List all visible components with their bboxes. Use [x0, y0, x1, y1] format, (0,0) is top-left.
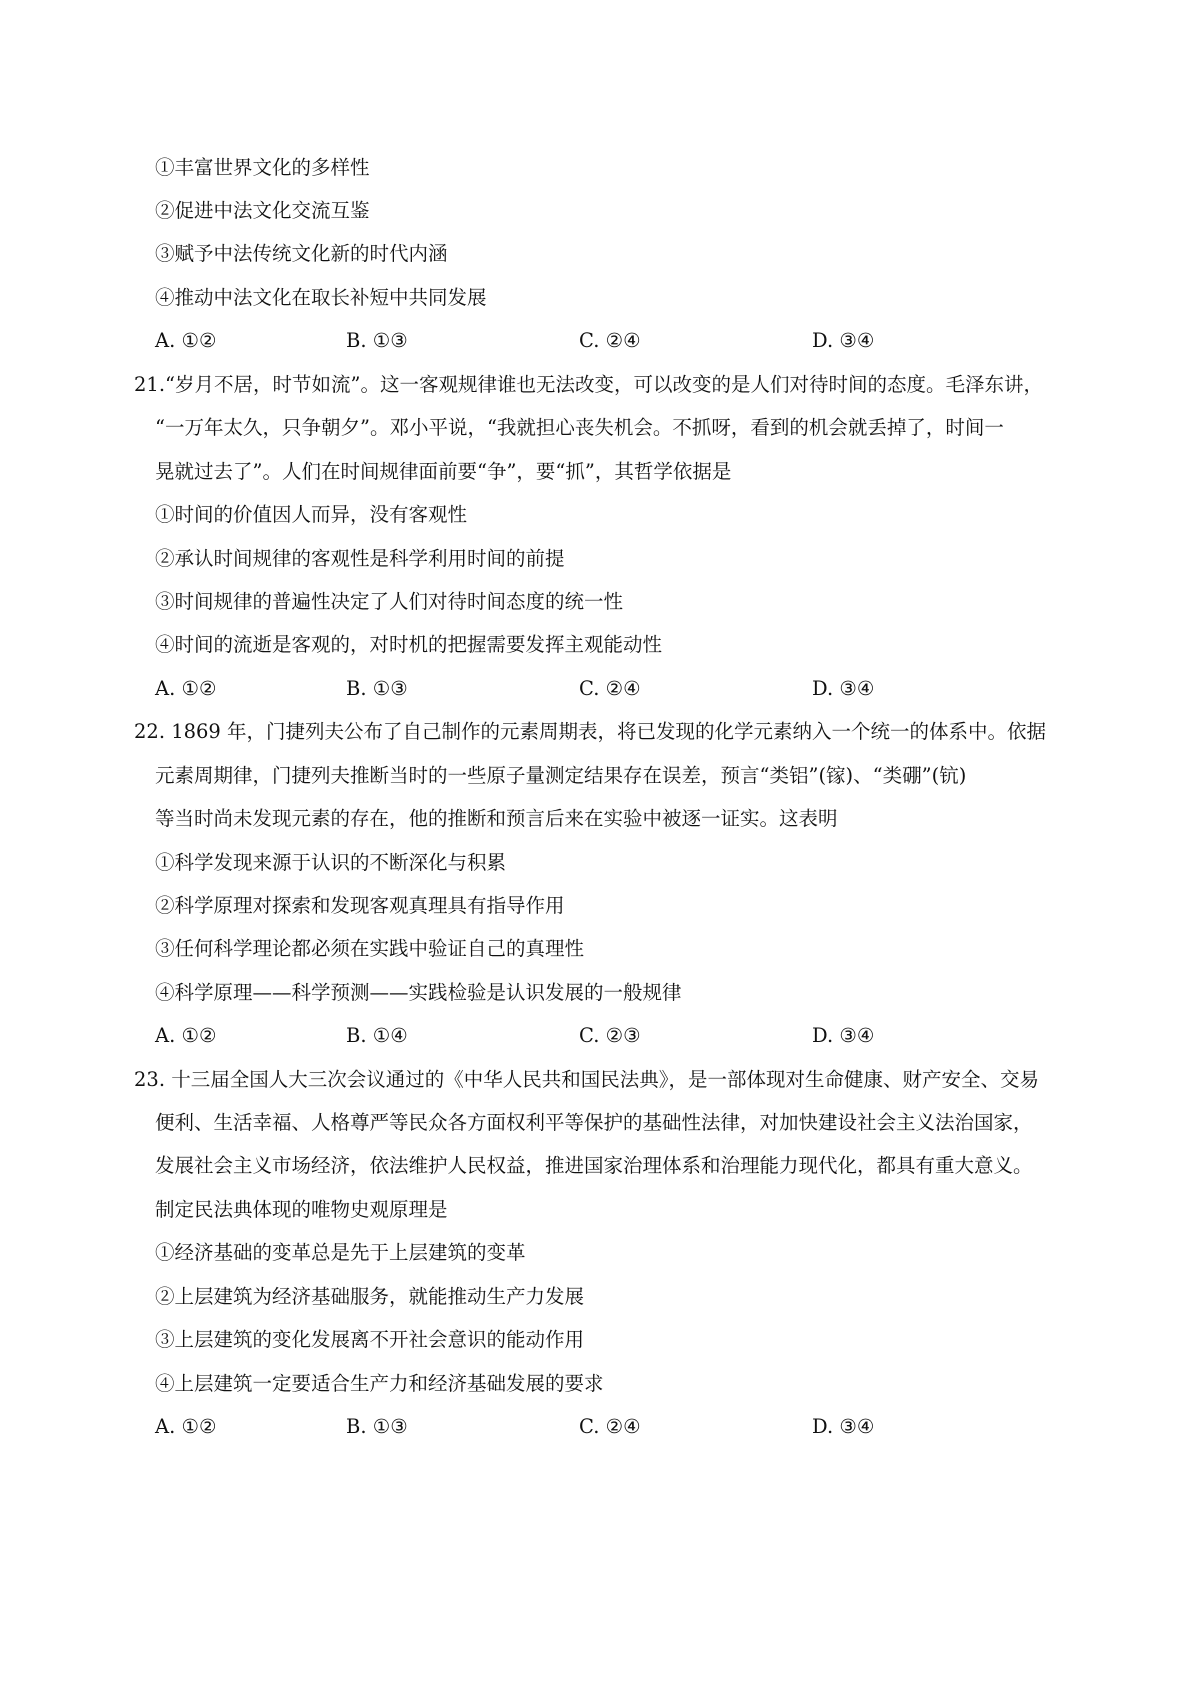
- q23-item-2: ②上层建筑为经济基础服务，就能推动生产力发展: [155, 1285, 585, 1308]
- q21-option-c: C. ②④: [579, 677, 641, 700]
- q20-item-1: ①丰富世界文化的多样性: [155, 156, 370, 179]
- q20-item-3: ③赋予中法传统文化新的时代内涵: [155, 242, 448, 265]
- q20-option-c: C. ②④: [579, 329, 641, 352]
- q20-option-b: B. ①③: [346, 329, 408, 352]
- q23-stem-line-2: 便利、生活幸福、人格尊严等民众各方面权利平等保护的基础性法律，对加快建设社会主义法治国家，: [155, 1111, 1033, 1134]
- q23-option-a: A. ①②: [155, 1415, 217, 1438]
- q21-item-4: ④时间的流逝是客观的，对时机的把握需要发挥主观能动性: [155, 633, 663, 656]
- q22-option-c: C. ②③: [579, 1024, 641, 1047]
- q21-stem-line-1: 21.“岁月不居，时节如流”。这一客观规律谁也无法改变，可以改变的是人们对待时间的态度。毛泽东讲，: [134, 373, 1043, 396]
- q22-option-b: B. ①④: [346, 1024, 408, 1047]
- q22-item-1: ①科学发现来源于认识的不断深化与积累: [155, 851, 507, 874]
- q23-item-4: ④上层建筑一定要适合生产力和经济基础发展的要求: [155, 1372, 604, 1395]
- q22-item-2: ②科学原理对探索和发现客观真理具有指导作用: [155, 894, 565, 917]
- q23-item-1: ①经济基础的变革总是先于上层建筑的变革: [155, 1241, 526, 1264]
- q21-item-3: ③时间规律的普遍性决定了人们对待时间态度的统一性: [155, 590, 624, 613]
- q20-options: [155, 328, 955, 354]
- q23-stem-line-3: 发展社会主义市场经济，依法维护人民权益，推进国家治理体系和治理能力现代化，都具有重大意义。: [155, 1154, 1033, 1177]
- q21-option-a: A. ①②: [155, 677, 217, 700]
- q21-item-2: ②承认时间规律的客观性是科学利用时间的前提: [155, 547, 565, 570]
- q23-option-c: C. ②④: [579, 1415, 641, 1438]
- q21-item-1: ①时间的价值因人而异，没有客观性: [155, 503, 468, 526]
- q22-option-d: D. ③④: [812, 1024, 875, 1047]
- q20-item-4: ④推动中法文化在取长补短中共同发展: [155, 286, 487, 309]
- q23-option-b: B. ①③: [346, 1415, 408, 1438]
- q21-option-b: B. ①③: [346, 677, 408, 700]
- q22-item-4: ④科学原理——科学预测——实践检验是认识发展的一般规律: [155, 981, 682, 1004]
- q23-options: [155, 1414, 955, 1440]
- q22-stem-line-1: 22. 1869 年，门捷列夫公布了自己制作的元素周期表，将已发现的化学元素纳入一个统一的体系中。依据: [134, 720, 1047, 743]
- q23-stem-line-4: 制定民法典体现的唯物史观原理是: [155, 1198, 448, 1221]
- q23-item-3: ③上层建筑的变化发展离不开社会意识的能动作用: [155, 1328, 585, 1351]
- q20-option-a: A. ①②: [155, 329, 217, 352]
- q21-stem-line-3: 晃就过去了”。人们在时间规律面前要“争”，要“抓”，其哲学依据是: [155, 460, 732, 483]
- q20-option-d: D. ③④: [812, 329, 875, 352]
- q22-option-a: A. ①②: [155, 1024, 217, 1047]
- q20-item-2: ②促进中法文化交流互鉴: [155, 199, 370, 222]
- q22-item-3: ③任何科学理论都必须在实践中验证自己的真理性: [155, 937, 585, 960]
- q23-stem-line-1: 23. 十三届全国人大三次会议通过的《中华人民共和国民法典》，是一部体现对生命健康、财产安全、交易: [134, 1068, 1039, 1091]
- q22-options: [155, 1023, 955, 1049]
- q22-stem-line-3: 等当时尚未发现元素的存在，他的推断和预言后来在实验中被逐一证实。这表明: [155, 807, 838, 830]
- q21-options: [155, 676, 955, 702]
- q22-stem-line-2: 元素周期律，门捷列夫推断当时的一些原子量测定结果存在误差，预言“类铝”(镓)、“类硼”(钪): [155, 764, 967, 787]
- q21-stem-line-2: “一万年太久，只争朝夕”。邓小平说，“我就担心丧失机会。不抓呀，看到的机会就丢掉了，时间一: [155, 416, 1004, 439]
- q23-option-d: D. ③④: [812, 1415, 875, 1438]
- q21-option-d: D. ③④: [812, 677, 875, 700]
